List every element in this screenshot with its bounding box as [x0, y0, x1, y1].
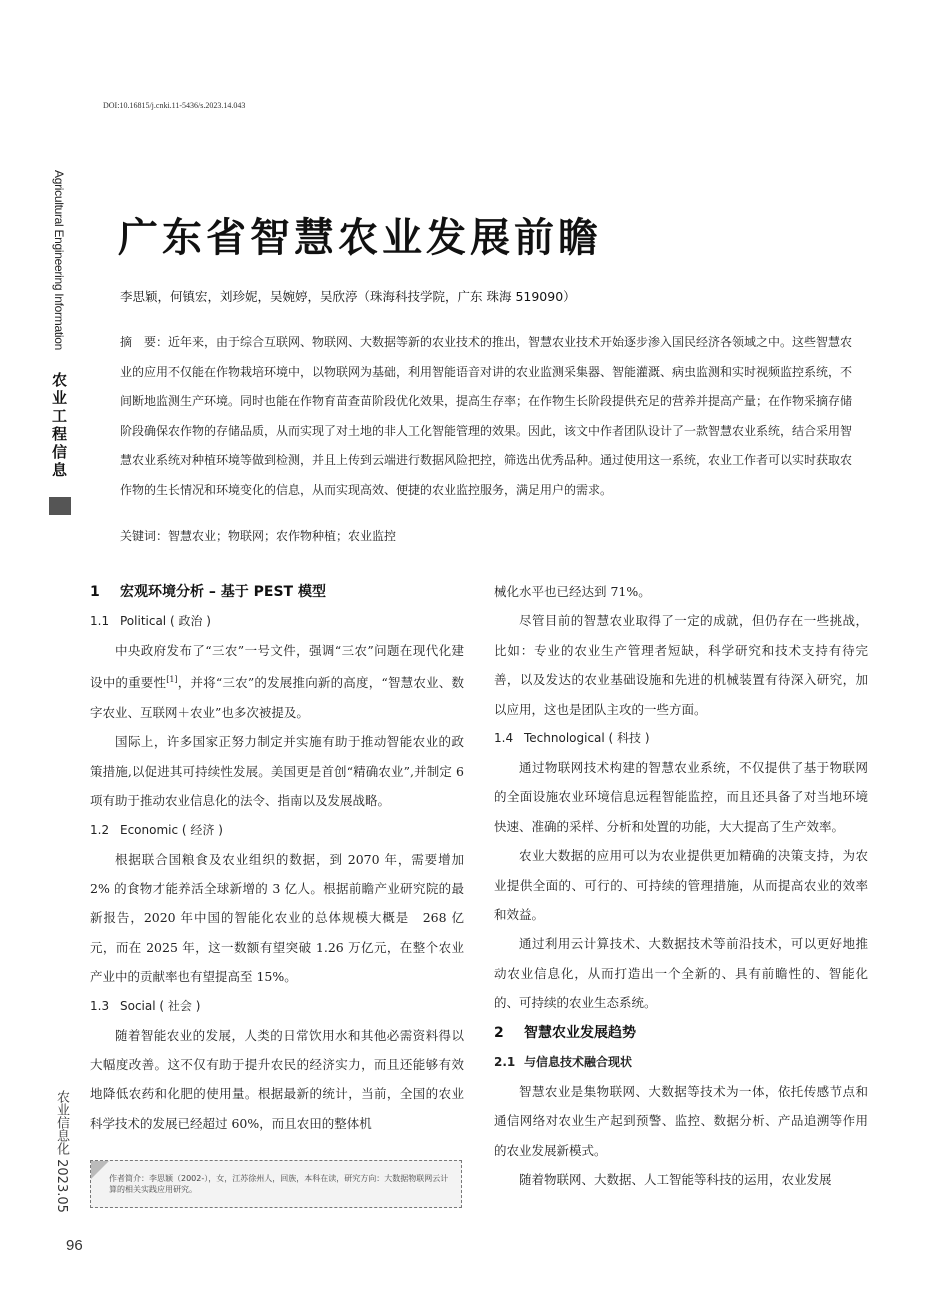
paragraph: 智慧农业是集物联网、大数据等技术为一体，依托传感节点和通信网络对农业生产起到预警、监控、数据分析、产品追溯等作用的农业发展新模式。 [494, 1083, 868, 1158]
paragraph: 农业大数据的应用可以为农业提供更加精确的决策支持，为农业提供全面的、可行的、可持续的管理措施，从而提高农业的效率和效益。 [494, 848, 868, 923]
section-heading: 2 智慧农业发展趋势 [494, 1024, 636, 1041]
paragraph: 中央政府发布了“三农”一号文件，强调“三农”问题在现代化建设中的重要性[1]，并将“三农”的发展推向新的高度，“智慧农业、数字农业、互联网＋农业”也多次被提及。 [90, 643, 464, 720]
article-title: 广东省智慧农业发展前瞻 [118, 215, 602, 261]
subsection-heading: 1.3 Social ( 社会 ) [90, 998, 201, 1013]
sidebar-marker [49, 497, 71, 515]
paragraph: 国际上，许多国家正努力制定并实施有助于推动智能农业的政策措施,以促进其可持续性发展。美国更是首创“精确农业”,并制定 6 项有助于推动农业信息化的法令、指南以及发展战略。 [90, 734, 464, 809]
paragraph: 通过物联网技术构建的智慧农业系统，不仅提供了基于物联网的全面设施农业环境信息远程智能监控，而且还具备了对当地环境快速、准确的采样、分析和处置的功能，大大提高了生产效率。 [494, 760, 868, 834]
left-column [90, 577, 464, 1138]
subsection-heading: 2.1 与信息技术融合现状 [494, 1054, 633, 1069]
abstract: 摘 要：近年来，由于综合互联网、物联网、大数据等新的农业技术的推出，智慧农业技术开始逐步渗入国民经济各领域之中。这些智慧农业的应用不仅能在作物栽培环境中，以物联网为基础，利用智能语音对讲的农业监测采集器、智能灌溉、病虫监测和实时视频监控系统，不间断地监测生产环境。同时也能在作物育苗查苗阶段优化效果，提高生存率；在作物生长阶段提供充足的营养并提高产量；在作物采摘存储阶段确保农作物的存储品质，从而实现了对土地的非人工化智能管理的效果。因此，该文中作者团队设计了一款智慧农业系统，结合采用智慧农业系统对种植环境等做到检测，并且上传到云端进行数据风险把控，筛选出优秀品种。通过使用这一系统，农业工作者可以实时获取农作物的生长情况和环境变化的信息，从而实现高效、便捷的农业监控服务，满足用户的需求。 [120, 335, 853, 497]
author-line: 李思颖，何镇宏，刘珍妮，吴婉婷，吴欣渟（珠海科技学院，广东 珠海 519090） [120, 289, 576, 304]
subsection-heading: 1.1 Political ( 政治 ) [90, 614, 211, 628]
right-column [494, 577, 868, 1194]
paragraph: 随着智能农业的发展，人类的日常饮用水和其他必需资料得以大幅度改善。这不仅有助于提升农民的经济实力，而且还能够有效地降低农药和化肥的使用量。根据最新的统计，当前，全国的农业科学技术的发展已经超过 60%，而且农田的整体机 [90, 1027, 464, 1131]
paragraph: 随着物联网、大数据、人工智能等科技的运用，农业发展 [519, 1171, 832, 1187]
citation[interactable]: [1] [166, 675, 178, 685]
keywords: 关键词：智慧农业；物联网；农作物种植；农业监控 [120, 529, 397, 543]
journal-issue: 农业信息化 2023.05 [54, 1090, 69, 1213]
journal-name-en: Agricultural Engineering Information [52, 170, 66, 350]
author-note: 作者简介：李思颖（2002-），女，江苏徐州人，回族，本科在读，研究方向：大数据物联网云计算的相关实践应用研究。 [109, 1174, 449, 1194]
journal-name-cn: 农业工程信息 [50, 372, 68, 480]
subsection-heading: 1.4 Technological ( 科技 ) [494, 731, 650, 746]
paragraph: 械化水平也已经达到 71%。 [494, 584, 651, 599]
paragraph: 尽管目前的智慧农业取得了一定的成就，但仍存在一些挑战，比如：专业的农业生产管理者短缺，科学研究和技术支持有待完善，以及发达的农业基础设施和先进的机械装置有待深入研究，加以应用，这也是团队主攻的一些方面。 [494, 613, 868, 717]
doi: DOI:10.16815/j.cnki.11-5436/s.2023.14.043 [103, 101, 246, 110]
paragraph: 通过利用云计算技术、大数据技术等前沿技术，可以更好地推动农业信息化，从而打造出一个全新的、具有前瞻性的、智能化的、可持续的农业生态系统。 [494, 936, 868, 1011]
page-number: 96 [66, 1237, 83, 1254]
section-heading: 1 宏观环境分析 – 基于 PEST 模型 [90, 584, 326, 600]
subsection-heading: 1.2 Economic ( 经济 ) [90, 822, 223, 837]
corner-triangle-icon [91, 1161, 109, 1179]
author-note-box [90, 1160, 462, 1208]
paragraph: 根据联合国粮食及农业组织的数据，到 2070 年，需要增加 2% 的食物才能养活全球新增的 3 亿人。根据前瞻产业研究院的最新报告，2020 年中国的智能化农业的总体规模大概是 268 亿元，而在 2025 年，这一数额有望突破 1.26 万亿元，在整个农业产业中的贡献率也有望提高至 15%。 [90, 851, 464, 985]
